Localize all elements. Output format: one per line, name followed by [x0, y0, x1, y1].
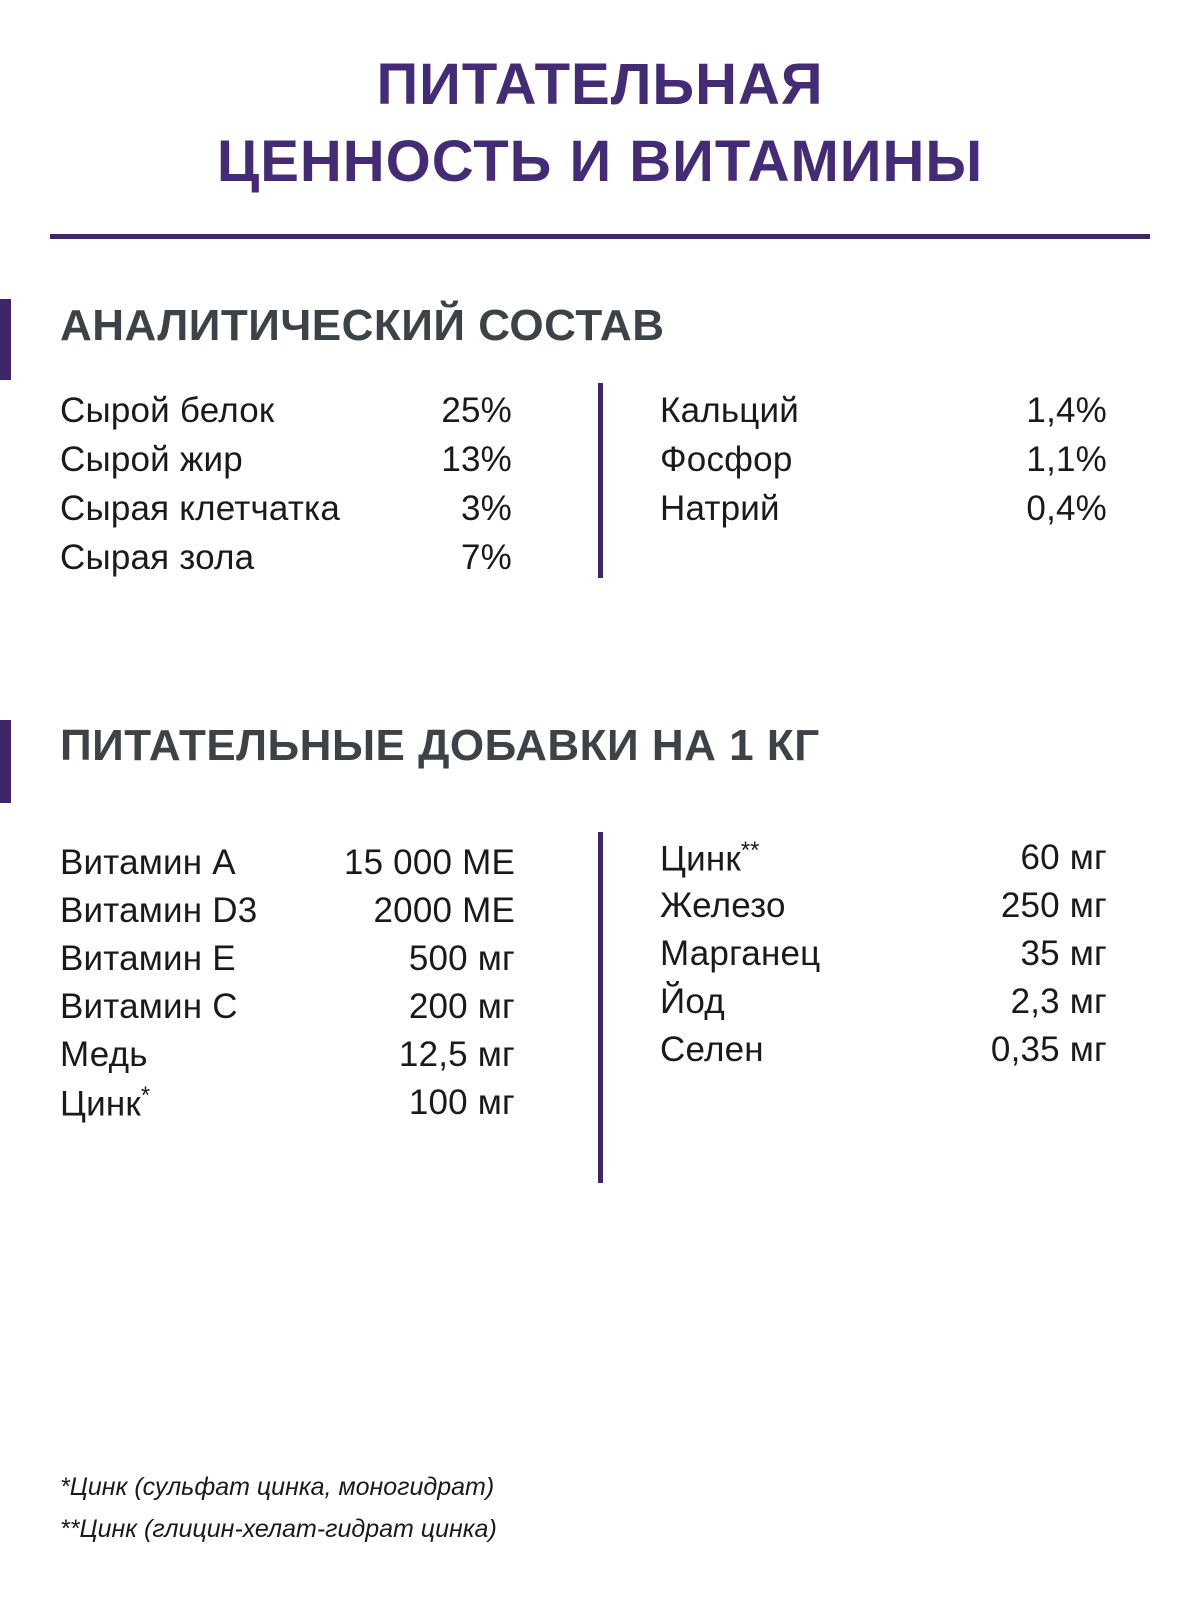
- table-row: [60, 1031, 515, 1079]
- title-divider: [50, 234, 1150, 239]
- nutrient-label: Витамин C: [60, 987, 238, 1026]
- footnote-line: **Цинк (глицин-хелат-гидрат цинка): [60, 1515, 497, 1543]
- table-row: [60, 1079, 515, 1127]
- page-title-line-1: ПИТАТЕЛЬНАЯ: [376, 52, 824, 117]
- nutrient-label: Железо: [660, 886, 786, 925]
- nutrient-label: Сырая клетчатка: [60, 488, 341, 528]
- footnote-marker: *: [140, 1081, 151, 1109]
- page-title: [0, 46, 1200, 200]
- nutrient-label: Марганец: [660, 934, 821, 973]
- additives-left-table: [60, 839, 515, 1127]
- analytical-left-table: [60, 386, 512, 582]
- nutrient-label: Селен: [660, 1030, 764, 1069]
- table-row: [660, 978, 1107, 1026]
- additives-right-table: [660, 834, 1107, 1074]
- page-title-line-2: ЦЕННОСТЬ И ВИТАМИНЫ: [216, 129, 984, 194]
- section-accent-bar: [0, 299, 11, 380]
- nutrient-label: Кальций: [660, 390, 800, 430]
- table-row: [60, 435, 512, 484]
- nutrient-value: 7%: [461, 537, 512, 577]
- analytical-right-table: [660, 386, 1107, 533]
- nutrient-value: 2,3 мг: [1010, 982, 1107, 1021]
- nutrient-value: 1,1%: [1026, 439, 1107, 479]
- nutrient-label: Фосфор: [660, 439, 793, 479]
- nutrient-value: 500 мг: [408, 939, 515, 978]
- nutrient-label: Медь: [60, 1035, 148, 1074]
- nutrient-value: 200 мг: [408, 987, 515, 1026]
- nutrient-label: Йод: [660, 982, 725, 1021]
- table-row: [60, 484, 512, 533]
- table-row: [660, 484, 1107, 533]
- nutrient-value: 25%: [441, 390, 512, 430]
- table-row: [60, 839, 515, 887]
- table-row: [60, 386, 512, 435]
- section-header-analytical: АНАЛИТИЧЕСКИЙ СОСТАВ: [60, 301, 665, 350]
- column-divider: [598, 832, 603, 1183]
- table-row: [60, 887, 515, 935]
- nutrient-value: 35 мг: [1020, 934, 1107, 973]
- nutrient-value: 2000 МЕ: [373, 891, 515, 930]
- nutrient-label: Сырой белок: [60, 390, 275, 430]
- nutrient-value: 12,5 мг: [398, 1035, 515, 1074]
- nutrient-label: Витамин A: [60, 843, 236, 882]
- table-row: [660, 882, 1107, 930]
- table-row: [60, 533, 512, 582]
- footnotes: [60, 1472, 497, 1544]
- table-row: [660, 386, 1107, 435]
- footnote-marker: **: [740, 836, 760, 864]
- table-row: [660, 1026, 1107, 1074]
- nutrient-label: Витамин D3: [60, 891, 258, 930]
- nutrient-value: 60 мг: [1020, 838, 1107, 877]
- table-row: [60, 935, 515, 983]
- nutrient-label: Сырой жир: [60, 439, 243, 479]
- table-row: [60, 983, 515, 1031]
- nutrient-label: Цинк*: [60, 1081, 151, 1124]
- nutrient-label: Сырая зола: [60, 537, 255, 577]
- table-row: [660, 930, 1107, 978]
- nutrient-value: 250 мг: [1000, 886, 1107, 925]
- table-row: [660, 435, 1107, 484]
- nutrient-value: 3%: [461, 488, 512, 528]
- nutrient-value: 1,4%: [1026, 390, 1107, 430]
- nutrient-value: 0,4%: [1026, 488, 1107, 528]
- table-row: [660, 834, 1107, 882]
- footnote-line: *Цинк (сульфат цинка, моногидрат): [60, 1473, 495, 1501]
- nutrient-value: 15 000 МЕ: [343, 843, 515, 882]
- nutrient-label: Витамин E: [60, 939, 236, 978]
- column-divider: [598, 383, 603, 578]
- nutrient-value: 100 мг: [408, 1083, 515, 1122]
- nutrient-label: Натрий: [660, 488, 780, 528]
- section-accent-bar: [0, 720, 11, 803]
- nutrient-value: 0,35 мг: [990, 1030, 1107, 1069]
- section-header-additives: ПИТАТЕЛЬНЫЕ ДОБАВКИ НА 1 КГ: [60, 721, 820, 770]
- nutrient-value: 13%: [441, 439, 512, 479]
- nutrient-label: Цинк**: [660, 836, 760, 879]
